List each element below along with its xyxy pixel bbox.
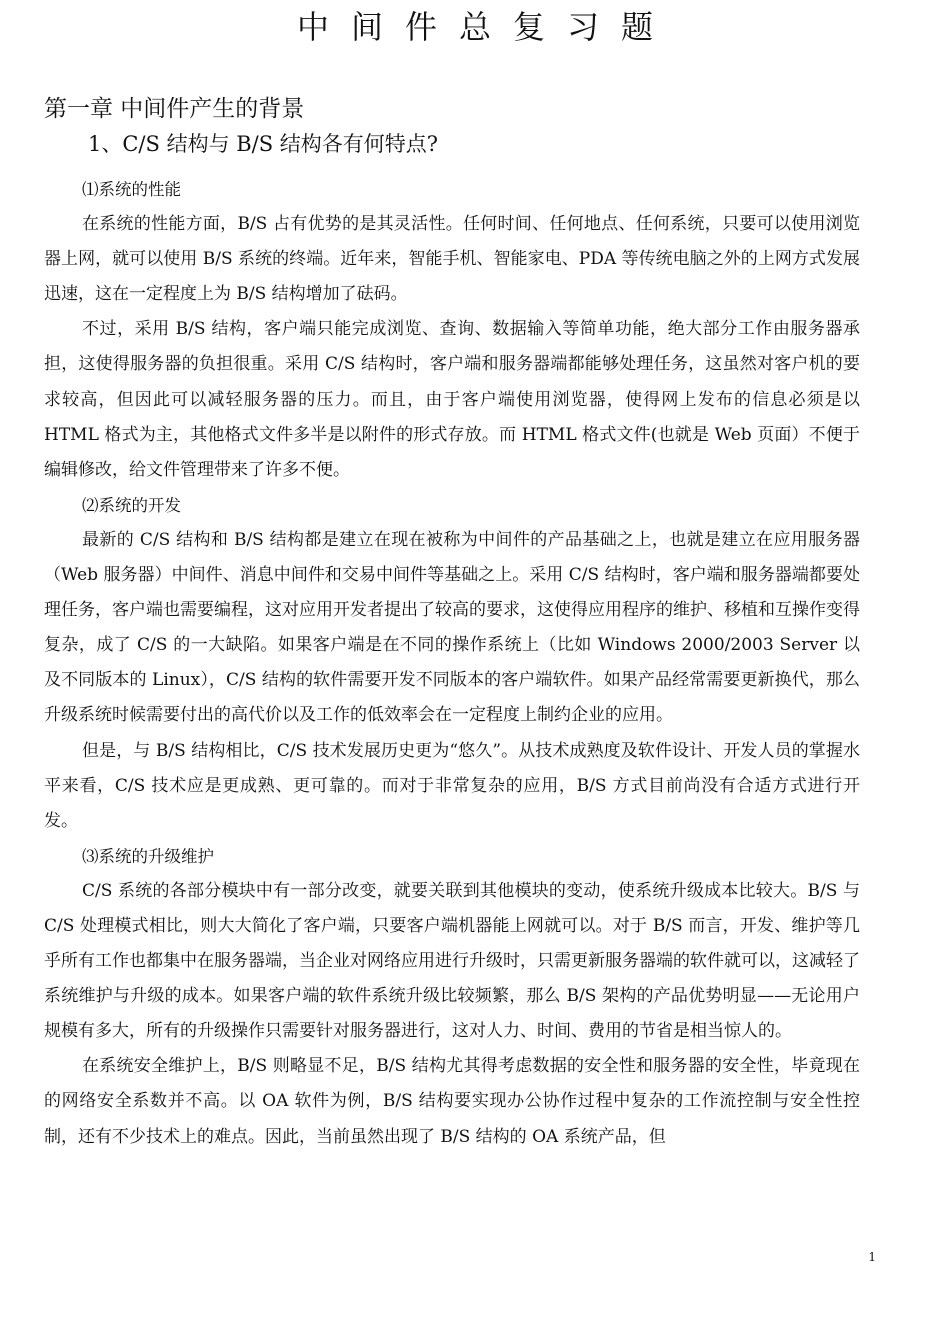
section-heading-performance: ⑴系统的性能 [82,180,181,199]
document-body [44,172,860,1155]
page-number: 1 [868,1250,876,1264]
paragraph: 不过，采用 B/S 结构，客户端只能完成浏览、查询、数据输入等简单功能，绝大部分工作由服务器承担，这使得服务器的负担很重。采用 C/S 结构时，客户端和服务器端都能够处理任务，这虽然对客户机的要求较高，但因此可以减轻服务器的压力。而且，由于客户端使用浏览器，使得网上发布的信息必须是以 HTML 格式为主，其他格式文件多半是以附件的形式存放。而 HTML 格式文件(也就是 Web 页面）不便于编辑修改，给文件管理带来了许多不便。 [44,319,861,480]
document-title: 中间件总复习题 [296,8,675,46]
paragraph: C/S 系统的各部分模块中有一部分改变，就要关联到其他模块的变动，使系统升级成本比较大。B/S 与 C/S 处理模式相比，则大大简化了客户端，只要客户端机器能上网就可以。对于 B/S 而言，开发、维护等几乎所有工作也都集中在服务器端，当企业对网络应用进行升级时，只需更新服务器端的软件就可以，这减轻了系统维护与升级的成本。如果客户端的软件系统升级比较频繁，那么 B/S 架构的产品优势明显——无论用户规模有多大，所有的升级操作只需要针对服务器进行，这对人力、时间、费用的节省是相当惊人的。 [44,880,860,1042]
paragraph: 但是，与 B/S 结构相比，C/S 技术发展历史更为“悠久”。从技术成熟度及软件设计、开发人员的掌握水平来看，C/S 技术应是更成熟、更可靠的。而对于非常复杂的应用，B/S 方式目前尚没有合适方式进行开发。 [44,740,860,831]
section-heading-development: ⑵系统的开发 [82,495,181,515]
paragraph: 最新的 C/S 结构和 B/S 结构都是建立在现在被称为中间件的产品基础之上，也就是建立在应用服务器（Web 服务器）中间件、消息中间件和交易中间件等基础之上。采用 C/S 结构时，客户端和服务器端都要处理任务，客户端也需要编程，这对应用开发者提出了较高的要求，这使得应用程序的维护、移植和互操作变得复杂，成了 C/S 的一大缺陷。如果客户端是在不同的操作系统上（比如 Windows 2000/2003 Server 以及不同版本的 Linux），C/S 结构的软件需要开发不同版本的客户端软件。如果产品经常需要更新换代，那么升级系统时候需要付出的高代价以及工作的低效率会在一定程度上制约企业的应用。 [44,529,860,726]
paragraph: 在系统的性能方面，B/S 占有优势的是其灵活性。任何时间、任何地点、任何系统，只要可以使用浏览器上网，就可以使用 B/S 系统的终端。近年来，智能手机、智能家电、PDA 等传统电脑之外的上网方式发展迅速，这在一定程度上为 B/S 结构增加了砝码。 [44,214,860,305]
chapter-heading: 第一章 中间件产生的背景 [44,96,305,122]
section-heading-maintenance: ⑶系统的升级维护 [82,846,214,866]
paragraph: 在系统安全维护上，B/S 则略显不足，B/S 结构尤其得考虑数据的安全性和服务器的安全性，毕竟现在的网络安全系数并不高。以 OA 软件为例，B/S 结构要实现办公协作过程中复杂的工作流控制与安全性控制，还有不少技术上的难点。因此，当前虽然出现了 B/S 结构的 OA 系统产品，但 [44,1056,860,1147]
question-heading: 1、C/S 结构与 B/S 结构各有何特点? [88,132,439,156]
